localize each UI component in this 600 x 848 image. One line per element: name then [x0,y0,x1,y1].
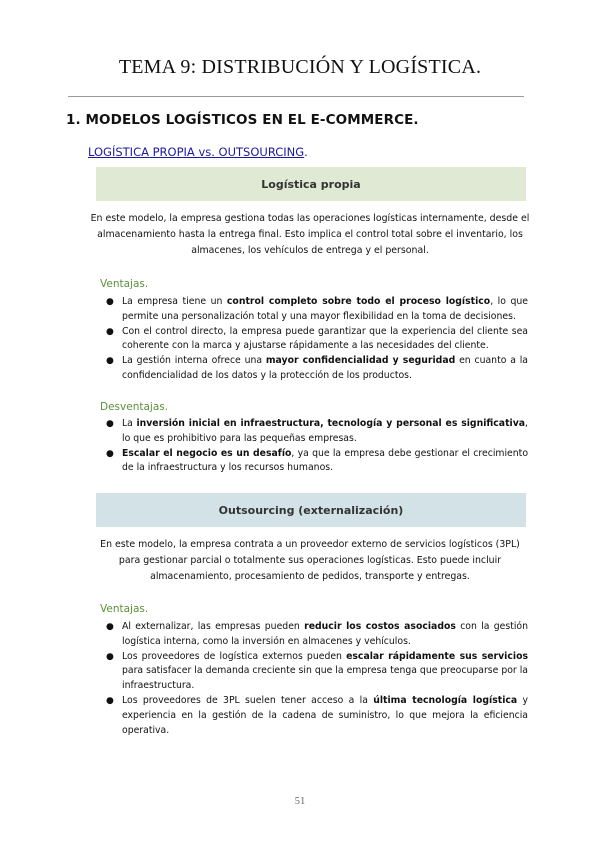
outsourcing-advantages-label: Ventajas. [100,603,149,615]
bullet-text: y experiencia en la gestión de la cadena de suministro, lo que mejora la eficiencia operativa. [122,694,528,736]
bullet-icon: ● [106,695,114,706]
outsourcing-advantages-list [104,620,528,738]
bullet-item [104,354,528,384]
bullet-icon: ● [106,297,114,307]
bullet-icon: ● [106,622,114,632]
bullet-emphasis: escalar rápidamente sus servicios [346,650,528,662]
bullet-item [104,295,528,325]
own-disadvantages-list [104,417,528,476]
section-heading: 1. MODELOS LOGÍSTICOS EN EL E-COMMERCE. [66,112,419,128]
title-divider [68,96,524,97]
bullet-text: , lo que es prohibitivo para las pequeñas empresas. [122,418,528,444]
own-logistics-box: Logística propia [96,167,526,201]
own-advantages-label: Ventajas. [100,278,149,290]
bullet-icon: ● [106,651,114,662]
bullet-text: La [122,418,137,429]
bullet-emphasis: inversión inicial en infraestructura, tecnología y personal es significativa [136,418,526,429]
bullet-icon: ● [106,419,114,429]
bullet-item [104,325,528,355]
bullet-text: , lo que permite una personalización total y una mayor flexibilidad en la toma de decisiones. [122,296,528,322]
own-logistics-intro: En este modelo, la empresa gestiona todas las operaciones logísticas internamente, desde el almacenamiento hasta la entrega final. Esto implica el control total sobre el inventario, los almacenes, los vehículos de entrega y el personal. [90,213,530,256]
bullet-item [104,620,528,650]
bullet-text: con la gestión logística interna, como la inversión en almacenes y vehículos. [122,621,528,647]
bullet-text: para satisfacer la demanda creciente sin que la empresa tenga que preocuparse por la infraestructura. [122,665,528,692]
bullet-item [104,650,528,694]
bullet-text: en cuanto a la confidencialidad de los datos y la protección de los productos. [122,355,528,381]
bullet-icon: ● [106,356,114,367]
bullet-emphasis: mayor confidencialidad y seguridad [265,355,456,367]
bullet-emphasis: control completo sobre todo el proceso logístico [226,296,491,307]
page-number: 51 [294,796,306,807]
bullet-text: Los proveedores de logística externos pueden [122,650,347,662]
bullet-icon: ● [106,448,114,459]
own-advantages-list [104,295,528,384]
bullet-item [104,694,528,738]
bullet-text: Los proveedores de 3PL suelen tener acceso a la [122,694,374,706]
bullet-item [104,447,528,477]
link-suffix: . [304,145,308,159]
bullet-text: Con el control directo, la empresa puede garantizar que la experiencia del cliente sea coherente con la marca y ajustarse rápidamente a las necesidades del cliente. [122,325,528,352]
bullet-item [104,417,528,447]
subsection-link-line [88,145,308,159]
bullet-text: La empresa tiene un [122,296,227,307]
bullet-icon: ● [106,326,114,337]
bullet-emphasis: última tecnología logística [373,694,518,706]
bullet-emphasis: Escalar el negocio es un desafío [122,447,292,459]
bullet-text: La gestión interna ofrece una [122,355,266,367]
bullet-emphasis: reducir los costos asociados [304,621,456,632]
bullet-text: Al externalizar, las empresas pueden [122,621,305,632]
subsection-link[interactable]: LOGÍSTICA PROPIA vs. OUTSOURCING [88,145,305,159]
outsourcing-box: Outsourcing (externalización) [96,493,526,527]
own-disadvantages-label: Desventajas. [100,401,169,413]
outsourcing-intro: En este modelo, la empresa contrata a un proveedor externo de servicios logísticos (3PL) para gestionar parcial o totalmente sus operaciones logísticas. Esto puede incluir almacenamiento, procesamiento de pedidos, transporte y entregas. [100,539,520,582]
bullet-text: , ya que la empresa debe gestionar el crecimiento de la infraestructura y los recursos humanos. [122,447,529,474]
page-title: TEMA 9: DISTRIBUCIÓN Y LOGÍSTICA. [118,56,482,78]
